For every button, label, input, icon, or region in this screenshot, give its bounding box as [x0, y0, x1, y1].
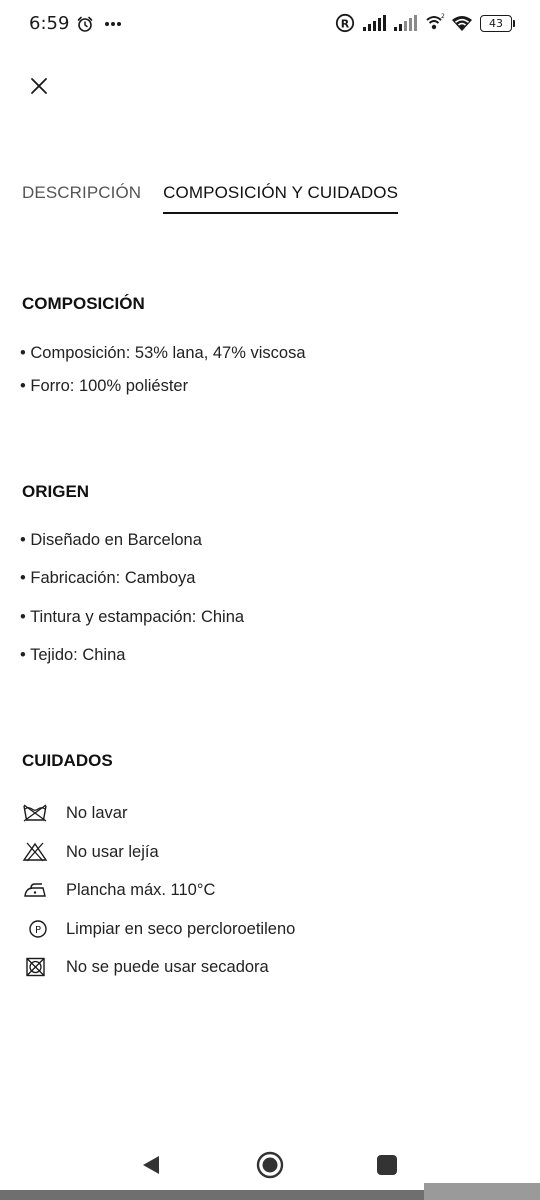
origin-item: • Diseñado en Barcelona — [20, 531, 202, 549]
care-item-label: Plancha máx. 110°C — [66, 880, 216, 899]
svg-text:R: R — [340, 17, 350, 31]
back-icon — [141, 1154, 161, 1176]
no-tumble-dry-icon — [22, 957, 48, 977]
care-item-label: No usar lejía — [66, 842, 159, 861]
iron-icon — [22, 880, 48, 900]
hotspot-icon — [424, 13, 444, 33]
care-item — [22, 956, 269, 978]
care-item-label: No se puede usar secadora — [66, 957, 269, 976]
no-bleach-icon — [22, 842, 48, 862]
registered-icon — [335, 13, 355, 33]
status-bar — [0, 0, 540, 50]
svg-text:2: 2 — [441, 13, 445, 20]
care-item — [22, 841, 159, 863]
care-item — [22, 879, 215, 901]
home-button[interactable] — [250, 1150, 290, 1180]
care-item — [22, 918, 295, 940]
composition-item: • Forro: 100% poliéster — [20, 377, 189, 395]
care-item-label: No lavar — [66, 803, 128, 822]
home-icon — [256, 1151, 284, 1179]
svg-text:P: P — [34, 925, 42, 936]
tab-composicion-y-cuidados[interactable]: COMPOSICIÓN Y CUIDADOS — [163, 183, 398, 214]
gesture-bar-segment — [424, 1183, 540, 1200]
no-wash-icon — [22, 803, 48, 823]
origin-item: • Tejido: China — [20, 646, 126, 664]
recents-button[interactable] — [367, 1150, 407, 1180]
status-time: 6:59 — [29, 13, 70, 34]
care-item — [22, 802, 127, 824]
tab-bar — [22, 183, 398, 214]
composition-item: • Composición: 53% lana, 47% viscosa — [20, 344, 306, 362]
close-button[interactable] — [22, 69, 56, 103]
care-item-label: Limpiar en seco percloroetileno — [66, 919, 296, 938]
tab-descripcion[interactable]: DESCRIPCIÓN — [22, 183, 142, 202]
more-dots-icon — [104, 21, 122, 27]
origin-item: • Tintura y estampación: China — [20, 608, 245, 626]
care-title: CUIDADOS — [22, 751, 113, 770]
signal-icon — [362, 14, 386, 32]
alarm-icon — [76, 15, 94, 33]
close-icon — [30, 77, 48, 95]
back-button[interactable] — [131, 1150, 171, 1180]
recents-icon — [376, 1154, 398, 1176]
battery-icon: 43 — [480, 15, 512, 32]
signal-icon — [393, 14, 417, 32]
composition-title: COMPOSICIÓN — [22, 294, 145, 313]
origin-item: • Fabricación: Camboya — [20, 569, 196, 587]
origin-title: ORIGEN — [22, 482, 90, 501]
wifi-icon — [451, 14, 473, 32]
dry-clean-p-icon — [22, 919, 48, 939]
